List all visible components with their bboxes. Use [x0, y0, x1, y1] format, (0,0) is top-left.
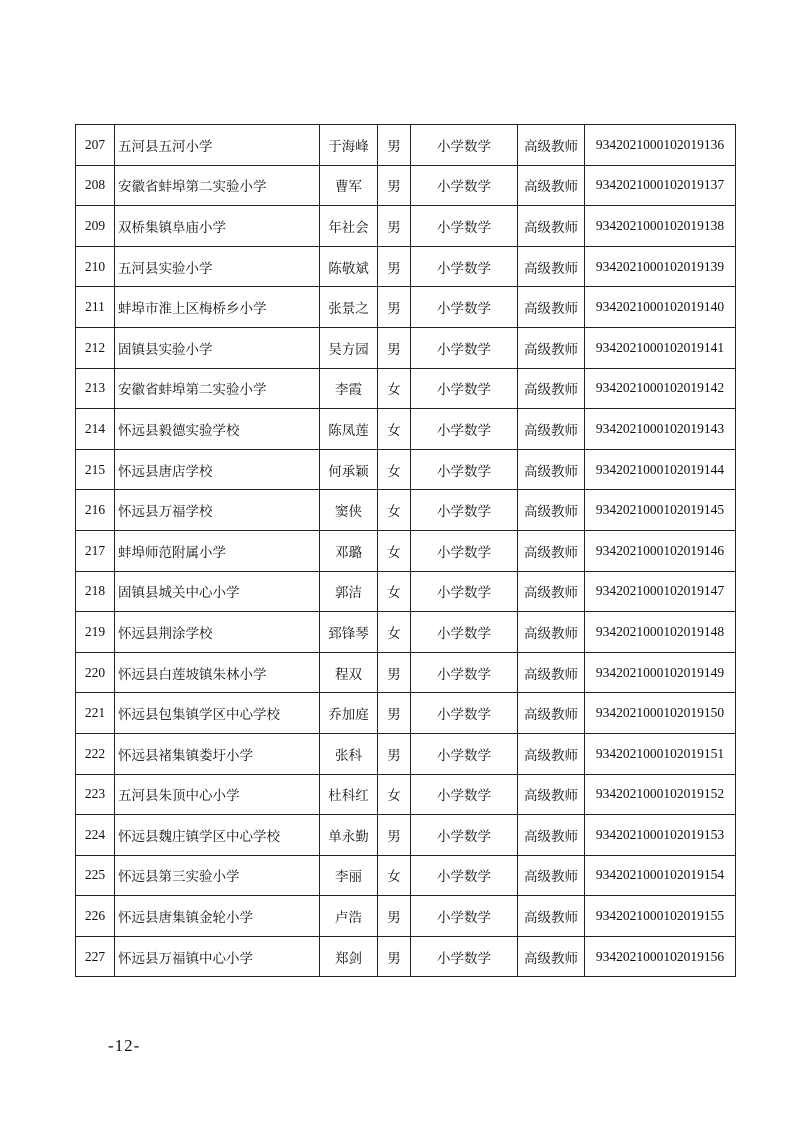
gender-cell: 女: [378, 368, 411, 409]
subject-cell: 小学数学: [411, 693, 518, 734]
table-row: [76, 125, 736, 166]
teacher-name-cell: 张景之: [320, 287, 378, 328]
subject-cell: 小学数学: [411, 125, 518, 166]
school-cell: 安徽省蚌埠第二实验小学: [115, 165, 320, 206]
professional-title-cell: 高级教师: [518, 936, 585, 977]
teacher-name-cell: 李丽: [320, 855, 378, 896]
professional-title-cell: 高级教师: [518, 368, 585, 409]
gender-cell: 男: [378, 246, 411, 287]
gender-cell: 男: [378, 815, 411, 856]
professional-title-cell: 高级教师: [518, 896, 585, 937]
row-number-cell: 211: [76, 287, 115, 328]
gender-cell: 女: [378, 612, 411, 653]
row-number-cell: 224: [76, 815, 115, 856]
table-row: [76, 693, 736, 734]
row-number-cell: 219: [76, 612, 115, 653]
teacher-name-cell: 郭洁: [320, 571, 378, 612]
gender-cell: 男: [378, 206, 411, 247]
professional-title-cell: 高级教师: [518, 287, 585, 328]
table-row: [76, 855, 736, 896]
professional-title-cell: 高级教师: [518, 327, 585, 368]
teacher-name-cell: 吴方园: [320, 327, 378, 368]
gender-cell: 女: [378, 855, 411, 896]
subject-cell: 小学数学: [411, 327, 518, 368]
teacher-name-cell: 郑剑: [320, 936, 378, 977]
table-row: [76, 571, 736, 612]
table-row: [76, 733, 736, 774]
certificate-number-cell: 9342021000102019154: [585, 855, 736, 896]
table-row: [76, 612, 736, 653]
school-cell: 固镇县城关中心小学: [115, 571, 320, 612]
row-number-cell: 210: [76, 246, 115, 287]
professional-title-cell: 高级教师: [518, 490, 585, 531]
certificate-number-cell: 9342021000102019138: [585, 206, 736, 247]
teacher-name-cell: 陈凤莲: [320, 409, 378, 450]
subject-cell: 小学数学: [411, 936, 518, 977]
row-number-cell: 216: [76, 490, 115, 531]
certificate-number-cell: 9342021000102019153: [585, 815, 736, 856]
teacher-name-cell: 邓璐: [320, 530, 378, 571]
gender-cell: 女: [378, 490, 411, 531]
certificate-number-cell: 9342021000102019145: [585, 490, 736, 531]
teacher-name-cell: 窦侠: [320, 490, 378, 531]
teacher-name-cell: 于海峰: [320, 125, 378, 166]
certificate-number-cell: 9342021000102019142: [585, 368, 736, 409]
professional-title-cell: 高级教师: [518, 449, 585, 490]
school-cell: 怀远县唐集镇金轮小学: [115, 896, 320, 937]
teacher-name-cell: 程双: [320, 652, 378, 693]
table-row: [76, 449, 736, 490]
row-number-cell: 221: [76, 693, 115, 734]
professional-title-cell: 高级教师: [518, 409, 585, 450]
subject-cell: 小学数学: [411, 368, 518, 409]
row-number-cell: 207: [76, 125, 115, 166]
row-number-cell: 214: [76, 409, 115, 450]
certificate-number-cell: 9342021000102019147: [585, 571, 736, 612]
subject-cell: 小学数学: [411, 490, 518, 531]
row-number-cell: 209: [76, 206, 115, 247]
gender-cell: 女: [378, 409, 411, 450]
teacher-name-cell: 卢浩: [320, 896, 378, 937]
gender-cell: 男: [378, 652, 411, 693]
certificate-number-cell: 9342021000102019151: [585, 733, 736, 774]
teacher-name-cell: 年社会: [320, 206, 378, 247]
subject-cell: 小学数学: [411, 815, 518, 856]
professional-title-cell: 高级教师: [518, 855, 585, 896]
subject-cell: 小学数学: [411, 206, 518, 247]
subject-cell: 小学数学: [411, 449, 518, 490]
gender-cell: 女: [378, 571, 411, 612]
subject-cell: 小学数学: [411, 855, 518, 896]
gender-cell: 男: [378, 125, 411, 166]
teacher-name-cell: 乔加庭: [320, 693, 378, 734]
subject-cell: 小学数学: [411, 409, 518, 450]
certificate-number-cell: 9342021000102019155: [585, 896, 736, 937]
school-cell: 蚌埠市淮上区梅桥乡小学: [115, 287, 320, 328]
teacher-name-cell: 郅锋琴: [320, 612, 378, 653]
professional-title-cell: 高级教师: [518, 774, 585, 815]
table-row: [76, 327, 736, 368]
table-row: [76, 936, 736, 977]
row-number-cell: 225: [76, 855, 115, 896]
row-number-cell: 215: [76, 449, 115, 490]
certificate-number-cell: 9342021000102019152: [585, 774, 736, 815]
professional-title-cell: 高级教师: [518, 530, 585, 571]
professional-title-cell: 高级教师: [518, 206, 585, 247]
professional-title-cell: 高级教师: [518, 733, 585, 774]
school-cell: 安徽省蚌埠第二实验小学: [115, 368, 320, 409]
row-number-cell: 208: [76, 165, 115, 206]
teacher-name-cell: 单永勤: [320, 815, 378, 856]
certificate-number-cell: 9342021000102019143: [585, 409, 736, 450]
certificate-number-cell: 9342021000102019146: [585, 530, 736, 571]
certificate-number-cell: 9342021000102019149: [585, 652, 736, 693]
school-cell: 蚌埠师范附属小学: [115, 530, 320, 571]
subject-cell: 小学数学: [411, 571, 518, 612]
gender-cell: 男: [378, 287, 411, 328]
table-row: [76, 287, 736, 328]
certificate-number-cell: 9342021000102019150: [585, 693, 736, 734]
subject-cell: 小学数学: [411, 287, 518, 328]
gender-cell: 男: [378, 936, 411, 977]
subject-cell: 小学数学: [411, 246, 518, 287]
teacher-name-cell: 何承颖: [320, 449, 378, 490]
page-number: -12-: [108, 1036, 141, 1055]
table-row: [76, 815, 736, 856]
table-row: [76, 652, 736, 693]
professional-title-cell: 高级教师: [518, 652, 585, 693]
row-number-cell: 227: [76, 936, 115, 977]
subject-cell: 小学数学: [411, 652, 518, 693]
certificate-number-cell: 9342021000102019141: [585, 327, 736, 368]
gender-cell: 男: [378, 693, 411, 734]
table-row: [76, 409, 736, 450]
gender-cell: 男: [378, 165, 411, 206]
subject-cell: 小学数学: [411, 896, 518, 937]
teacher-name-cell: 曹军: [320, 165, 378, 206]
school-cell: 怀远县褚集镇娄圩小学: [115, 733, 320, 774]
teacher-name-cell: 李霞: [320, 368, 378, 409]
row-number-cell: 212: [76, 327, 115, 368]
school-cell: 五河县实验小学: [115, 246, 320, 287]
professional-title-cell: 高级教师: [518, 165, 585, 206]
professional-title-cell: 高级教师: [518, 693, 585, 734]
row-number-cell: 213: [76, 368, 115, 409]
subject-cell: 小学数学: [411, 165, 518, 206]
subject-cell: 小学数学: [411, 612, 518, 653]
gender-cell: 女: [378, 774, 411, 815]
gender-cell: 男: [378, 733, 411, 774]
table-row: [76, 206, 736, 247]
certificate-number-cell: 9342021000102019139: [585, 246, 736, 287]
table-row: [76, 490, 736, 531]
professional-title-cell: 高级教师: [518, 612, 585, 653]
school-cell: 怀远县毅德实验学校: [115, 409, 320, 450]
school-cell: 怀远县魏庄镇学区中心学校: [115, 815, 320, 856]
professional-title-cell: 高级教师: [518, 815, 585, 856]
certificate-number-cell: 9342021000102019148: [585, 612, 736, 653]
certificate-number-cell: 9342021000102019137: [585, 165, 736, 206]
table-row: [76, 896, 736, 937]
table-row: [76, 530, 736, 571]
teacher-roster-table: [75, 124, 736, 977]
table-row: [76, 246, 736, 287]
school-cell: 怀远县白莲坡镇朱林小学: [115, 652, 320, 693]
professional-title-cell: 高级教师: [518, 246, 585, 287]
table-row: [76, 774, 736, 815]
subject-cell: 小学数学: [411, 733, 518, 774]
school-cell: 双桥集镇阜庙小学: [115, 206, 320, 247]
teacher-name-cell: 张科: [320, 733, 378, 774]
school-cell: 怀远县第三实验小学: [115, 855, 320, 896]
gender-cell: 女: [378, 530, 411, 571]
roster-table-body: [76, 125, 736, 977]
school-cell: 怀远县万福镇中心小学: [115, 936, 320, 977]
gender-cell: 男: [378, 327, 411, 368]
school-cell: 怀远县万福学校: [115, 490, 320, 531]
table-row: [76, 368, 736, 409]
professional-title-cell: 高级教师: [518, 571, 585, 612]
school-cell: 怀远县唐店学校: [115, 449, 320, 490]
subject-cell: 小学数学: [411, 774, 518, 815]
row-number-cell: 220: [76, 652, 115, 693]
school-cell: 五河县五河小学: [115, 125, 320, 166]
certificate-number-cell: 9342021000102019140: [585, 287, 736, 328]
school-cell: 固镇县实验小学: [115, 327, 320, 368]
professional-title-cell: 高级教师: [518, 125, 585, 166]
row-number-cell: 223: [76, 774, 115, 815]
gender-cell: 男: [378, 896, 411, 937]
certificate-number-cell: 9342021000102019156: [585, 936, 736, 977]
school-cell: 怀远县荆涂学校: [115, 612, 320, 653]
school-cell: 五河县朱顶中心小学: [115, 774, 320, 815]
row-number-cell: 222: [76, 733, 115, 774]
row-number-cell: 218: [76, 571, 115, 612]
subject-cell: 小学数学: [411, 530, 518, 571]
school-cell: 怀远县包集镇学区中心学校: [115, 693, 320, 734]
gender-cell: 女: [378, 449, 411, 490]
certificate-number-cell: 9342021000102019136: [585, 125, 736, 166]
row-number-cell: 226: [76, 896, 115, 937]
row-number-cell: 217: [76, 530, 115, 571]
teacher-name-cell: 杜科红: [320, 774, 378, 815]
teacher-name-cell: 陈敬斌: [320, 246, 378, 287]
table-row: [76, 165, 736, 206]
certificate-number-cell: 9342021000102019144: [585, 449, 736, 490]
